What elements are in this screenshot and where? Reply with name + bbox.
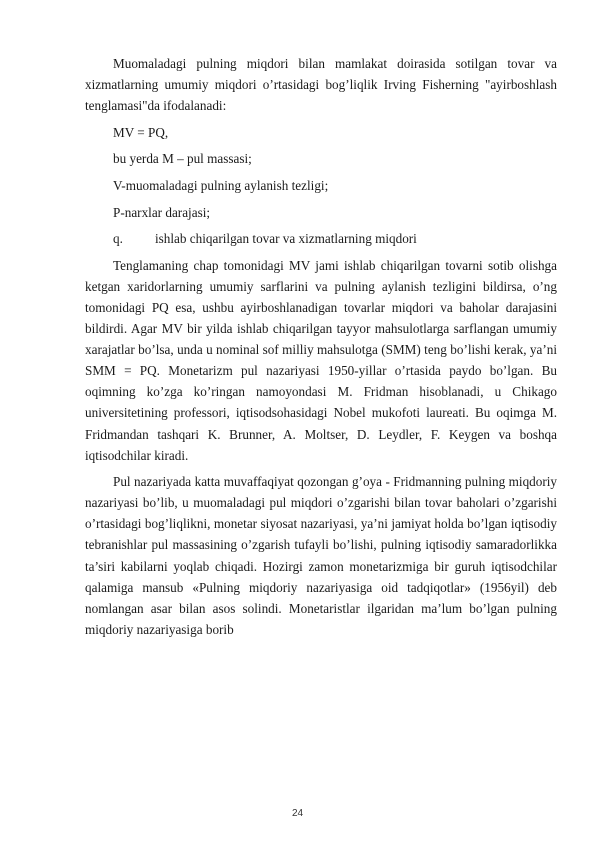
definition-p: P-narxlar darajasi; (113, 204, 211, 220)
definition-q-marker: q. (113, 231, 123, 247)
paragraph-fridman-theory: Pul nazariyada katta muvaffaqiyat qozongan g’oya - Fridmanning pulning miqdoriy nazariyasi bo’lib, u muomaladagi pul miqdori o’zgarishi bilan tovar baholari o’zgarishi o’rtasidagi bog’liqlikni, monetar siyosat nazariyasi, ya’ni jamiyat holda bo’lgan iqtisodiy tebranishlar pul massasining o’zgarish tufayli bo’lishi, pulning iqtisodiy samaradorlikka ta’siri kabilarni yoqlab chiqadi. Hozirgi zamon monetarizmiga bir guruh iqtisodchilar qalamiga mansub «Pulning miqdoriy nazariyasiga oid tadqiqotlar» (1956yil) deb nomlangan asar bilan asos solindi. Monetaristlar ilgaridan ma’lum bo’lgan pulning miqdoriy nazariyasiga borib (85, 474, 557, 637)
document-page (85, 53, 557, 645)
formula-line: MV = PQ, (113, 124, 169, 140)
definition-m: bu yerda M – pul massasi; (113, 151, 252, 167)
definition-q-text: ishlab chiqarilgan tovar va xizmatlarning miqdori (155, 231, 417, 247)
paragraph-fisher-equation-intro: Muomaladagi pulning miqdori bilan mamlakat doirasida sotilgan tovar va xizmatlarning umumiy miqdori o’rtasidagi bog’liqlik Irving Fisherning "ayirboshlash tenglamasi"da ifodalanadi: (85, 56, 557, 114)
page-number: 24 (291, 808, 304, 819)
definition-v: V-muomaladagi pulning aylanish tezligi; (113, 177, 329, 193)
definition-q (85, 228, 557, 249)
paragraph-equation-explanation: Tenglamaning chap tomonidagi MV jami ishlab chiqarilgan tovarni sotib olishga ketgan xaridorlarning umumiy sarflarini va pulning aylanish tezligini bildirsa, o’ng tomonidagi PQ esa, ushbu ayirboshlanadigan tovarlar miqdori va baholar darajasini bildirdi. Agar MV bir yilda ishlab chiqarilgan tayyor mahsulotlarga sarflangan umumiy xarajatlar bo’lsa, unda u nominal sof milliy mahsulotga (SMM) teng bo’lishi kerak, ya’ni SMM = PQ. Monetarizm pul nazariyasi 1950-yillar o’rtasida paydo bo’lgan. Bu oqimning ko’zga ko’ringan namoyondasi M. Fridman hisoblanadi, u Chikago universitetining professori, iqtisodsohasidagi Nobel mukofoti laureati. Bu oqimga M. Fridmandan tashqari K. Brunner, A. Moltser, D. Leydler, F. Keygen va boshqa iqtisodchilar kiradi. (85, 257, 557, 463)
